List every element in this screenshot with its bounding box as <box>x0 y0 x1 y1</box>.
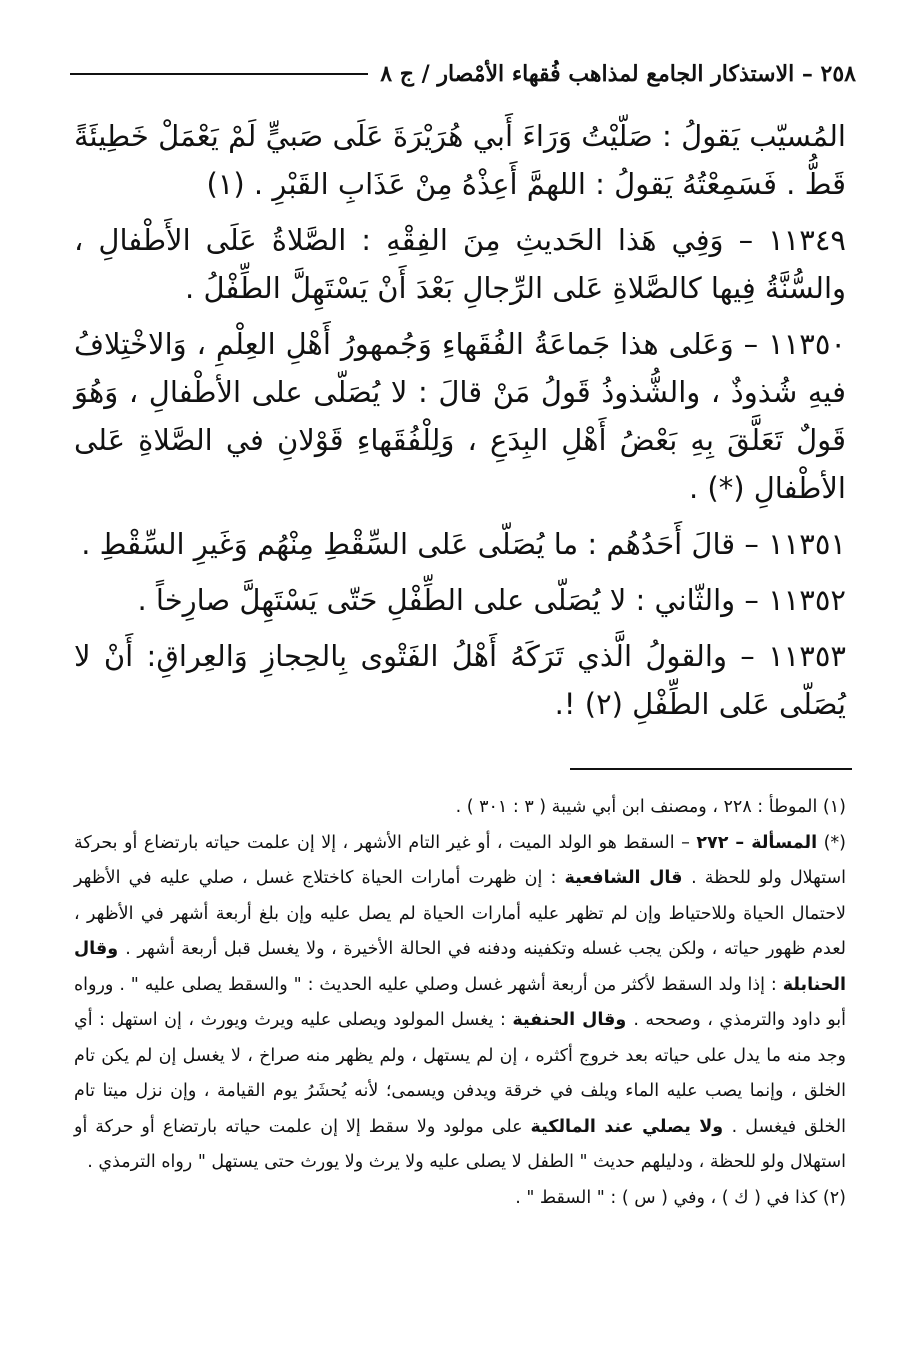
paragraph-11351: ١١٣٥١ – قالَ أَحَدُهُم : ما يُصَلّى عَلى السِّقْطِ مِنْهُم وَغَيرِ السِّقْطِ . <box>81 527 846 561</box>
footnote-star-hanbali: وقال الحنابلة <box>74 939 846 995</box>
footnote-star-text-2: : إن ظهرت أمارات الحياة كاختلاج غسل ، صلي عليه في الأظهر لاحتمال الحياة وللاحتياط وإن لم تظهر عليه أمارات الحياة لم يصل عليه وإن بلغ أربعة أشهر في الأظهر ، لعدم ظهور حياته ، ولكن يجب غسله وتكفينه ودفنه في الحالة الأخيرة ، ولا يغسل قبل أربعة أشهر . <box>74 868 847 959</box>
footnote-star-maliki: ولا يصلي عند المالكية <box>530 1116 732 1137</box>
footnotes <box>74 790 846 1216</box>
paragraph-11352: ١١٣٥٢ – والثّاني : لا يُصَلّى على الطِّفْلِ حَتّى يَسْتَهِلَّ صارِخاً . <box>137 583 846 617</box>
footnote-star-heading: المسألة – ٢٧٢ <box>696 832 818 853</box>
paragraph-11349: ١١٣٤٩ – وَفِي هَذا الحَديثِ مِنَ الفِقْهِ : الصَّلاةُ عَلَى الأَطْفالِ ، والسُّنَّةُ فِيها كالصَّلاةِ عَلى الرِّجالِ بَعْدَ أَنْ يَسْتَهِلَّ الطِّفْلُ . <box>74 223 846 305</box>
header-rule <box>70 73 368 75</box>
footnote-2: (٢) كذا في ( ك ) ، وفي ( س ) : " السقط " . <box>515 1187 846 1208</box>
paragraph-11353: ١١٣٥٣ – والقولُ الَّذي تَرَكَهُ أَهْلُ الفَتْوى بِالحِجازِ وَالعِراقِ: أَنْ لا يُصَلّى عَلى الطِّفْلِ (٢) !. <box>74 639 846 721</box>
footnote-star-hanafi: وقال الحنفية <box>512 1010 634 1030</box>
footnote-star-text-3: : إذا ولد السقط لأكثر من أربعة أشهر غسل وصلي عليه الحديث : " والسقط يصلى عليه " . ورواه أبو داود والترمذي ، وصححه . <box>74 974 846 1030</box>
header-title: ٢٥٨ – الاستذكار الجامع لمذاهب فُقهاء الأمْصار / ج ٨ <box>380 61 856 87</box>
footnote-star-marker: (*) <box>823 832 846 853</box>
paragraph-1: المُسيّب يَقولُ : صَلّيْتُ وَرَاءَ أَبي هُرَيْرَةَ عَلَى صَبيٍّ لَمْ يَعْمَلْ خَطِيئَةً قَطُّ . فَسَمِعْتُهُ يَقولُ : اللهمَّ أَعِذْهُ مِنْ عَذَابِ القَبْرِ . (١) <box>74 119 846 201</box>
footnote-star-text-4: : يغسل المولود ويصلى عليه ويرث ويورث ، إن استهل : أي وجد منه ما يدل على حياته بعد خروج أكثره ، إن لم يستهل ، ولم يظهر منه صراخ ، لا يغسل إن لم يكن تام الخلق ، وإنما يصب عليه الماء ويلف في خرقة ويدفن ويسمى؛ لأنه يُحشَرُ يوم القيامة ، وإن نزل ميتا تام الخلق فيغسل . <box>74 1010 846 1137</box>
footnote-star-text-1: – السقط هو الولد الميت ، أو غير التام الأشهر ، إلا إن علمت حياته بارتضاع أو بحركة استهلال ولو للحظة . <box>74 832 847 888</box>
page-header <box>60 50 856 98</box>
footnote-1: (١) الموطأ : ٢٢٨ ، ومصنف ابن أبي شيبة ( ٣ : ٣٠١ ) . <box>455 797 846 817</box>
footnote-star <box>74 826 846 1181</box>
footnote-star-text-5: على مولود ولا سقط إلا إن علمت حياته بارتضاع أو حركة أو استهلال ولو للحظة ، ودليلهم حديث " الطفل لا يصلى عليه ولا يرث ولا يورث حتى يستهل " رواه الترمذي . <box>74 1116 846 1172</box>
footnote-separator <box>570 768 852 770</box>
footnote-star-shafii: قال الشافعية <box>564 868 692 888</box>
main-text <box>74 112 846 736</box>
paragraph-11350: ١١٣٥٠ – وَعَلى هذا جَماعَةُ الفُقَهاءِ وَجُمهورُ أَهْلِ العِلْمِ ، وَالاخْتِلافُ فيهِ شُذوذٌ ، والشُّذوذُ قَولُ مَنْ قالَ : لا يُصَلّى على الأطْفالِ ، وَهُوَ قَولٌ تَعَلَّقَ بِهِ بَعْضُ أَهْلِ البِدَعِ ، وَلِلْفُقَهاءِ قَوْلانِ في الصَّلاةِ عَلى الأطْفالِ (*) . <box>74 327 846 505</box>
